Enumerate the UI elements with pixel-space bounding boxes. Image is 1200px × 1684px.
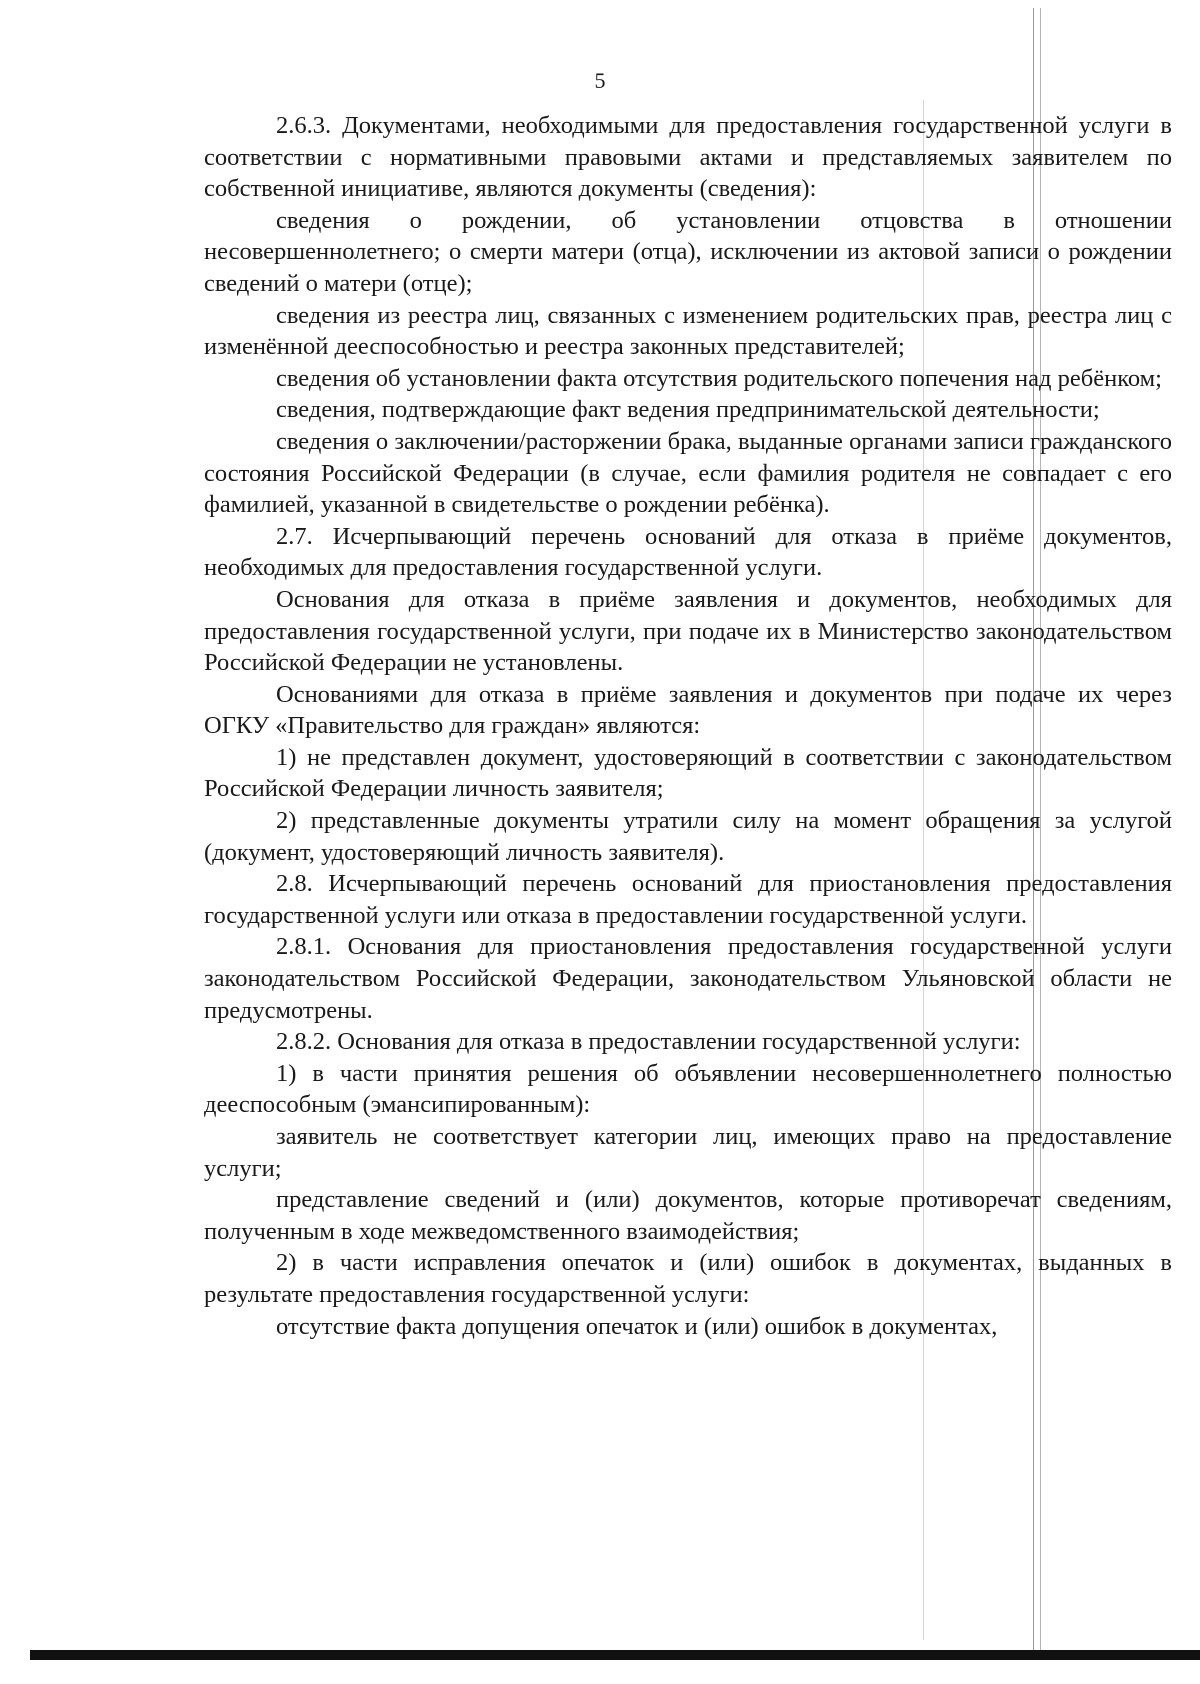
- paragraph: отсутствие факта допущения опечаток и (или) ошибок в документах,: [276, 1312, 998, 1340]
- paragraph: сведения об установлении факта отсутствия родительского попечения над ребёнком;: [276, 364, 1162, 392]
- paragraph: 2) представленные документы утратили силу на момент обращения за услугой (документ, удостоверяющий личность заявителя).: [204, 807, 1172, 866]
- paragraph: сведения, подтверждающие факт ведения предпринимательской деятельности;: [276, 396, 1100, 424]
- page-number: 5: [594, 68, 606, 93]
- paragraph: сведения о заключении/расторжении брака, выданные органами записи гражданского состояния Российской Федерации (в случае, если фамилия родителя не совпадает с его фамилией, указанной в свидетельстве о рождении ребёнка).: [204, 427, 1172, 519]
- paragraph: 2.8. Исчерпывающий перечень оснований для приостановления предоставления государственной услуги или отказа в предоставлении государственной услуги.: [204, 870, 1172, 929]
- paragraph: 2) в части исправления опечаток и (или) ошибок в документах, выданных в результате предоставления государственной услуги:: [204, 1249, 1172, 1308]
- paragraph: 2.8.1. Основания для приостановления предоставления государственной услуги законодательством Российской Федерации, законодательством Ульяновской области не предусмотрены.: [204, 933, 1172, 1024]
- paragraph: заявитель не соответствует категории лиц, имеющих право на предоставление услуги;: [204, 1123, 1172, 1182]
- paragraph: Основания для отказа в приёме заявления и документов, необходимых для предоставления государственной услуги, при подаче их в Министерство законодательством Российской Федерации не установлены.: [204, 585, 1172, 677]
- paragraph: 2.8.2. Основания для отказа в предоставлении государственной услуги:: [276, 1028, 1021, 1056]
- document-body: [204, 110, 1172, 1342]
- paragraph: 2.7. Исчерпывающий перечень оснований для отказа в приёме документов, необходимых для предоставления государственной услуги.: [204, 522, 1172, 582]
- paragraph: сведения о рождении, об установлении отцовства в отношении несовершеннолетнего; о смерти матери (отца), исключении из актовой записи о рождении сведений о матери (отце);: [204, 206, 1172, 297]
- paragraph: Основаниями для отказа в приёме заявления и документов при подаче их через ОГКУ «Правительство для граждан» являются:: [204, 680, 1172, 740]
- paragraph: 1) в части принятия решения об объявлении несовершеннолетнего полностью дееспособным (эмансипированным):: [204, 1059, 1172, 1119]
- paragraph: 1) не представлен документ, удостоверяющий в соответствии с законодательством Российской Федерации личность заявителя;: [204, 743, 1172, 803]
- paragraph: сведения из реестра лиц, связанных с изменением родительских прав, реестра лиц с изменённой дееспособностью и реестра законных представителей;: [204, 301, 1172, 361]
- scan-bottom-edge: [30, 1650, 1200, 1660]
- paragraph: 2.6.3. Документами, необходимыми для предоставления государственной услуги в соответствии с нормативными правовыми актами и представляемых заявителем по собственной инициативе, являются документы (сведения):: [204, 112, 1172, 203]
- paragraph: представление сведений и (или) документов, которые противоречат сведениям, полученным в ходе межведомственного взаимодействия;: [204, 1186, 1172, 1245]
